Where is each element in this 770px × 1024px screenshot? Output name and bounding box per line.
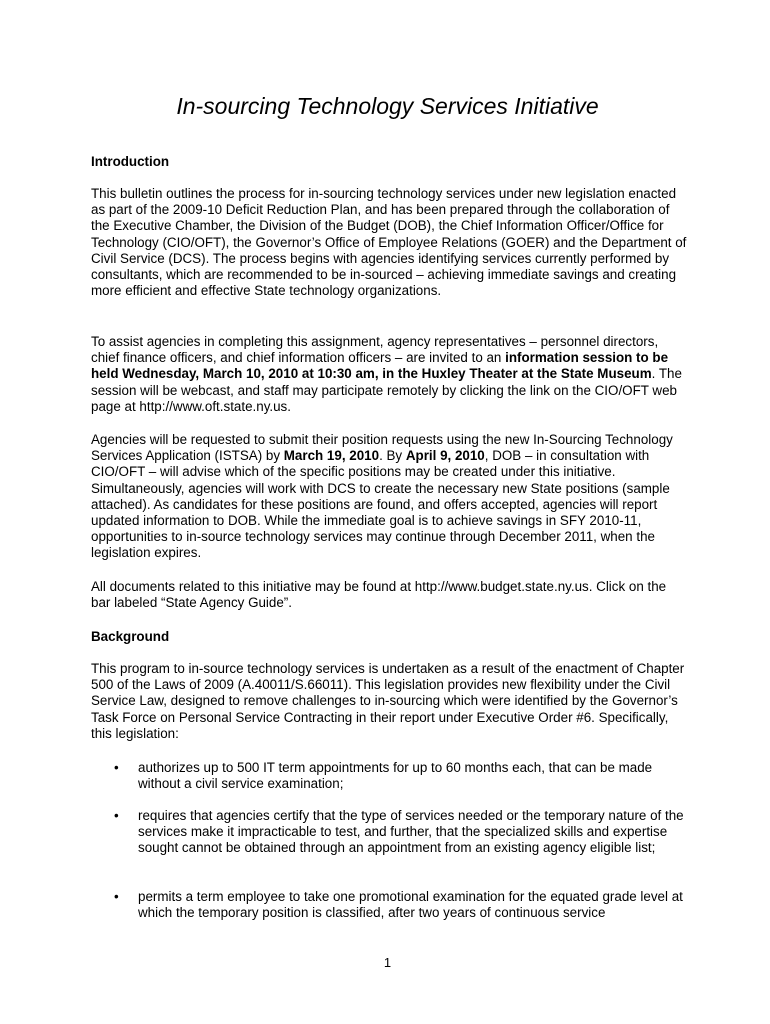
bullet-icon: • bbox=[114, 889, 119, 904]
text-span: Agencies will be requested to submit their position requests using the new In-Sourcing Technology Services Application (ISTSA) by bbox=[91, 432, 673, 464]
introduction-heading: Introduction bbox=[91, 154, 170, 169]
date-emphasis: April 9, 2010 bbox=[405, 448, 485, 464]
introduction-paragraph-4: All documents related to this initiative may be found at http://www.budget.state.ny.us. Click on the bar labeled “State Agency Guide”. bbox=[91, 579, 667, 611]
list-item-text: permits a term employee to take one promotional examination for the equated grade level at which the temporary position is classified, after two years of continuous service bbox=[138, 889, 683, 921]
text-span: To assist agencies in completing this assignment, agency representatives – personnel directors, chief finance officers, and chief information officers – are invited to an bbox=[91, 334, 659, 366]
document-page bbox=[90, 0, 685, 1024]
text-span: , DOB – in consultation with CIO/OFT – will advise which of the specific positions may be created under this initiative. Simultaneously, agencies will work with DCS to create the necessary new State positions (sample attached). As candidates for these positions are found, and offers accepted, agencies will report updated information to DOB. While the immediate goal is to achieve savings in SFY 2010-11, opportunities to in-source technology services may continue through December 2011, when the legislation expires. bbox=[91, 448, 670, 561]
background-paragraph-1: This program to in-source technology services is undertaken as a result of the enactment of Chapter 500 of the Laws of 2009 (A.40011/S.66011). This legislation provides new flexibility under the Civil Service Law, designed to remove challenges to in-sourcing which were identified by the Governor’s Task Force on Personal Service Contracting in their report under Executive Order #6. Specifically, this legislation: bbox=[91, 661, 685, 741]
list-item-text: requires that agencies certify that the type of services needed or the temporary nature of the services make it impracticable to test, and further, that the specialized skills and expertise sought cannot be obtained through an appointment from an existing agency eligible list; bbox=[138, 808, 684, 856]
bullet-icon: • bbox=[114, 808, 119, 823]
introduction-paragraph-1: This bulletin outlines the process for in-sourcing technology services under new legislation enacted as part of the 2009-10 Deficit Reduction Plan, and has been prepared through the collaboration of the Executive Chamber, the Division of the Budget (DOB), the Chief Information Officer/Office for Technology (CIO/OFT), the Governor’s Office of Employee Relations (GOER) and the Department of Civil Service (DCS). The process begins with agencies identifying services currently performed by consultants, which are recommended to be in-sourced – achieving immediate savings and creating more efficient and effective State technology organizations. bbox=[91, 186, 687, 299]
info-session-emphasis: information session to be held Wednesday, March 10, 2010 at 10:30 am, in the Huxley Theater at the State Museum bbox=[91, 350, 669, 382]
bullet-icon: • bbox=[114, 760, 119, 775]
introduction-paragraph-3 bbox=[91, 432, 687, 562]
introduction-paragraph-2 bbox=[91, 334, 687, 415]
text-span: . By bbox=[379, 448, 406, 464]
page-number: 1 bbox=[383, 955, 392, 970]
background-heading: Background bbox=[91, 629, 170, 644]
list-item-text: authorizes up to 500 IT term appointments for up to 60 months each, that can be made without a civil service examination; bbox=[138, 760, 653, 792]
date-emphasis: March 19, 2010 bbox=[283, 448, 380, 464]
text-span: . The session will be webcast, and staff may participate remotely by clicking the link on the CIO/OFT web page at http://www.oft.state.ny.us. bbox=[91, 366, 682, 414]
document-title: In-sourcing Technology Services Initiative bbox=[176, 93, 599, 119]
